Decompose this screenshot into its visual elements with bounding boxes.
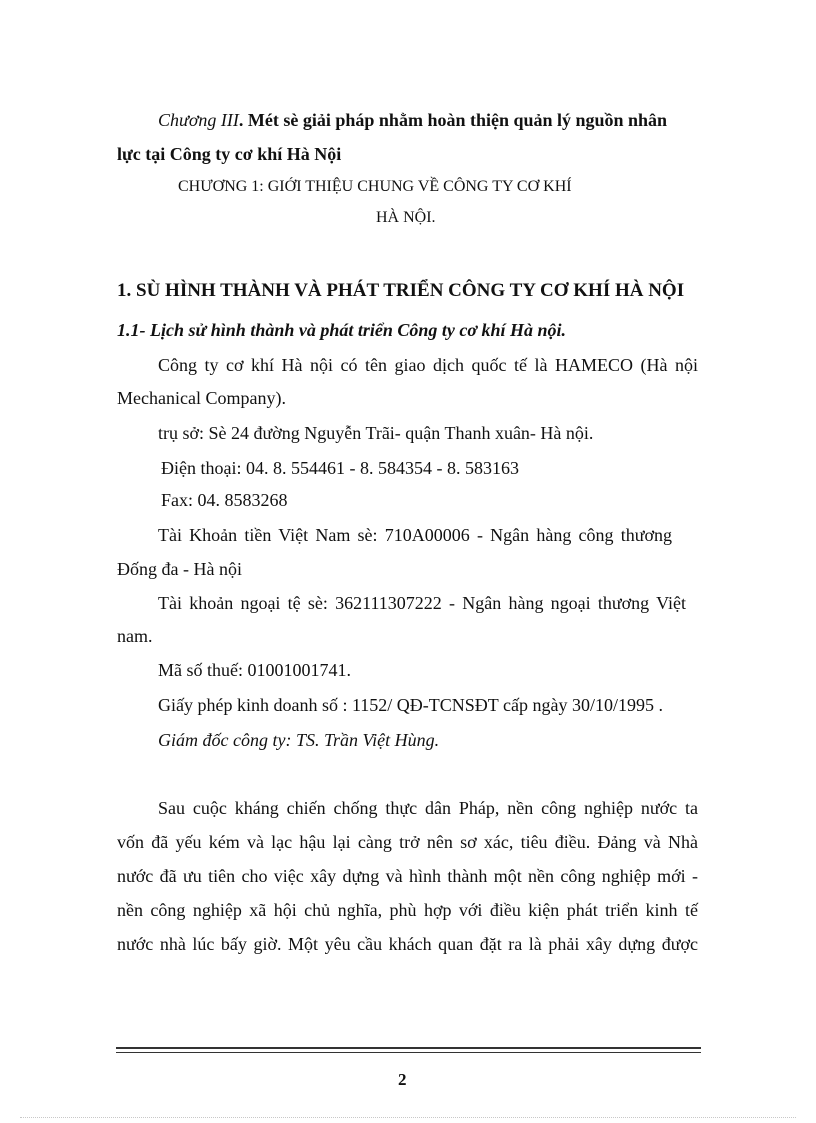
paragraph-line-2: vốn đã yếu kém và lạc hậu lại càng trở nên sơ xác, tiêu điều. Đảng và Nhà bbox=[117, 832, 698, 852]
footer-rule-thin bbox=[116, 1052, 701, 1053]
chapter-title-line-2: lực tại Công ty cơ khí Hà Nội bbox=[117, 144, 342, 164]
page-bottom-edge bbox=[20, 1117, 796, 1118]
paragraph-line-5: nước nhà lúc bấy giờ. Một yêu cầu khách quan đặt ra là phải xây dựng được bbox=[117, 934, 698, 954]
address-line: trụ sở: Sè 24 đường Nguyễn Trãi- quận Thanh xuân- Hà nội. bbox=[158, 423, 594, 443]
intro-line-1: Công ty cơ khí Hà nội có tên giao dịch quốc tế là HAMECO (Hà nội bbox=[158, 355, 698, 375]
fx-account-line-1: Tài khoản ngoại tệ sè: 362111307222 - Ngân hàng ngoại thương Việt bbox=[158, 593, 686, 613]
chapter-title-text: . Mét sè giải pháp nhằm hoàn thiện quản lý nguồn nhân bbox=[238, 110, 668, 130]
section-heading: 1. SÙ HÌNH THÀNH VÀ PHÁT TRIỂN CÔNG TY CƠ KHÍ HÀ NỘI bbox=[117, 280, 685, 301]
chapter1-heading-line-1: CHƯƠNG 1: GIỚI THIỆU CHUNG VỀ CÔNG TY CƠ KHÍ bbox=[178, 178, 572, 195]
chapter-title-prefix: Chương III bbox=[158, 110, 239, 130]
intro-line-2: Mechanical Company). bbox=[117, 388, 286, 408]
tax-code-line: Mã số thuế: 01001001741. bbox=[158, 660, 351, 680]
fax-line: Fax: 04. 8583268 bbox=[161, 490, 288, 510]
license-line: Giấy phép kinh doanh số : 1152/ QĐ-TCNSĐT cấp ngày 30/10/1995 . bbox=[158, 695, 663, 715]
chapter1-heading-line-2: HÀ NỘI. bbox=[376, 209, 436, 226]
footer-rule-thick bbox=[116, 1047, 701, 1049]
chapter-title-line-1 bbox=[158, 108, 667, 132]
vnd-account-line-2: Đống đa - Hà nội bbox=[117, 559, 242, 579]
paragraph-line-3: nước đã ưu tiên cho việc xây dựng và hình thành một nền công nghiệp mới - bbox=[117, 866, 698, 886]
fx-account-line-2: nam. bbox=[117, 626, 153, 646]
director-line: Giám đốc công ty: TS. Trần Việt Hùng. bbox=[158, 730, 440, 750]
paragraph-line-1: Sau cuộc kháng chiến chống thực dân Pháp, nền công nghiệp nước ta bbox=[158, 798, 698, 818]
page-number: 2 bbox=[398, 1070, 407, 1089]
vnd-account-line-1: Tài Khoản tiền Việt Nam sè: 710A00006 - Ngân hàng công thương bbox=[158, 525, 672, 545]
subsection-heading: 1.1- Lịch sử hình thành và phát triển Công ty cơ khí Hà nội. bbox=[117, 320, 567, 340]
paragraph-line-4: nền công nghiệp xã hội chủ nghĩa, phù hợp với điều kiện phát triển kinh tế bbox=[117, 900, 698, 920]
phone-line: Điện thoại: 04. 8. 554461 - 8. 584354 - 8. 583163 bbox=[161, 458, 519, 478]
